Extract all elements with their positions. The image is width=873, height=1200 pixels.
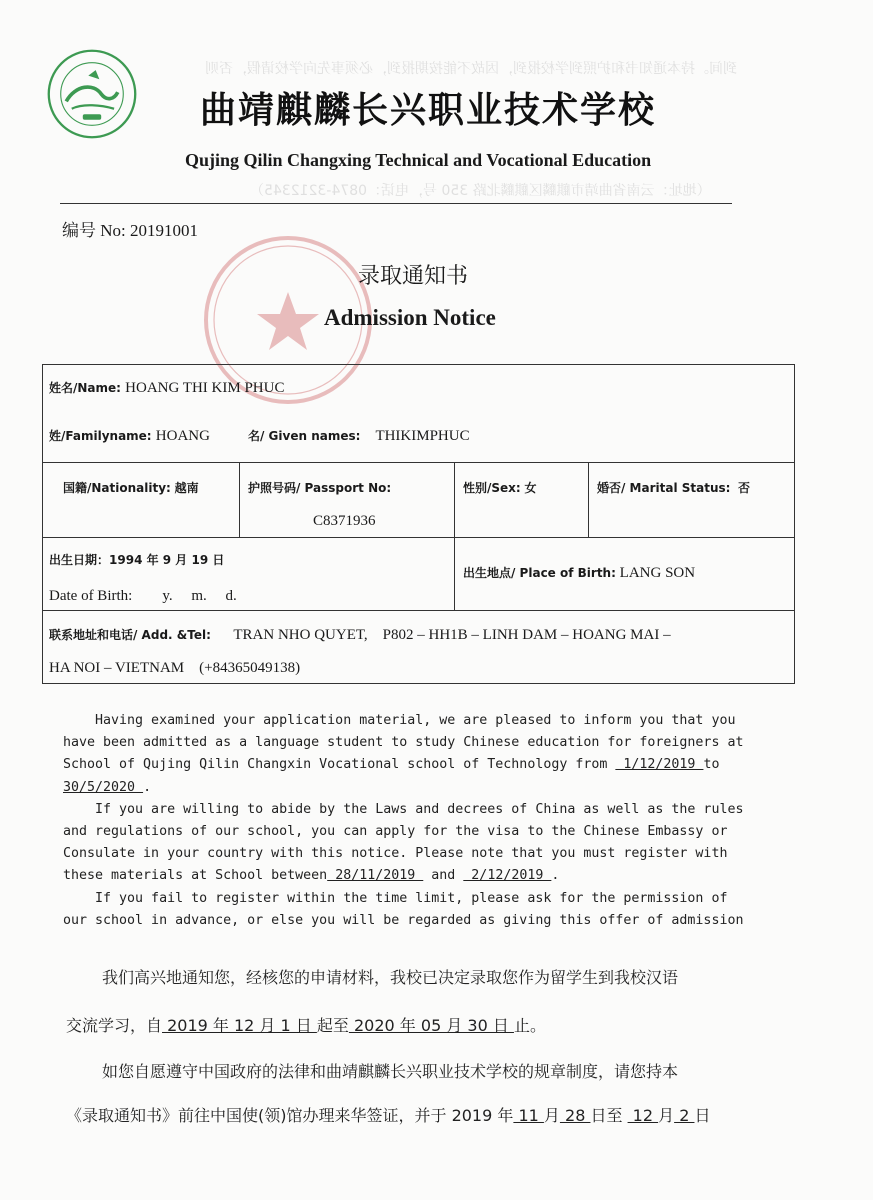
body-line: Having examined your application material, we are pleased to inform you that you xyxy=(63,713,736,728)
given-name-label: 名/ Given names: xyxy=(248,429,361,443)
marital-status-field xyxy=(597,479,750,497)
document-number: 编号 No: 20191001 xyxy=(62,221,198,240)
body-line xyxy=(63,777,775,799)
body-text: 日 xyxy=(694,1106,711,1125)
body-text: 起至 xyxy=(316,1016,349,1035)
body-text: these materials at School between xyxy=(63,868,328,884)
address-row xyxy=(49,626,671,644)
body-line xyxy=(63,865,775,887)
body-text: 月 xyxy=(543,1106,560,1125)
family-name-label: 姓/Familyname: xyxy=(49,429,156,443)
end-date: 30/5/2020 xyxy=(63,779,144,795)
sex-label: 性别/Sex: xyxy=(463,481,521,495)
passport-label-field xyxy=(248,479,391,497)
dob-en-label: Date of Birth: xyxy=(49,588,133,604)
marital-status-label: 婚否/ Marital Status: xyxy=(597,481,731,495)
bleed-through-text: （地址：云南省曲靖市麒麟区麒麟北路 350 号，电话：0874-3212345） xyxy=(250,183,711,199)
bleed-through-text: 到间。持本通知书和护照到学校报到，因故不能按期报到，必须事先向学校请假，否则 xyxy=(205,61,737,77)
sex-value: 女 xyxy=(524,481,537,495)
body-line: If you are willing to abide by the Laws and decrees of China as well as the rules xyxy=(63,801,744,817)
body-text: . xyxy=(143,779,152,795)
dob-zh-label: 出生日期： xyxy=(49,553,110,567)
body-line: 如您自愿遵守中国政府的法律和曲靖麒麟长兴职业技术学校的规章制度，请您持本 xyxy=(102,1062,679,1081)
body-line: our school in advance, or else you will be regarded as giving this offer of admission xyxy=(63,912,744,928)
table-rule xyxy=(43,462,794,463)
dob-zh-value: 1994 年 9 月 19 日 xyxy=(109,553,225,567)
header-divider xyxy=(60,203,732,204)
end-date-zh: 2020 年 05 月 30 日 xyxy=(348,1016,514,1035)
school-name-en: Qujing Qilin Changxing Technical and Vocational Education xyxy=(185,150,652,170)
family-name-value: HOANG xyxy=(155,428,210,444)
nationality-field xyxy=(63,479,199,497)
given-name-value: THIKIMPHUC xyxy=(375,428,470,444)
school-logo-icon xyxy=(46,48,138,140)
start-date-zh: 2019 年 12 月 1 日 xyxy=(162,1016,317,1035)
register-month-2: 12 xyxy=(627,1106,659,1125)
table-rule xyxy=(43,610,794,611)
body-text: 交流学习，自 xyxy=(66,1016,163,1035)
table-rule xyxy=(454,462,455,610)
dob-ymd: y. m. d. xyxy=(162,588,237,604)
body-text: 日至 xyxy=(590,1106,628,1125)
place-of-birth-value: LANG SON xyxy=(619,565,696,581)
english-body-text xyxy=(63,710,775,932)
body-line: If you fail to register within the time limit, please ask for the permission of xyxy=(63,890,728,906)
address-label: 联系地址和电话/ Add. &Tel: xyxy=(49,628,211,642)
register-month-1: 11 xyxy=(513,1106,544,1125)
register-start-date: 28/11/2019 xyxy=(327,868,424,884)
register-day-1: 28 xyxy=(559,1106,591,1125)
dob-zh-row xyxy=(49,551,224,569)
body-line: and regulations of our school, you can apply for the visa to the Chinese Embassy or xyxy=(63,824,728,840)
name-row xyxy=(49,379,284,397)
table-rule xyxy=(588,462,589,537)
body-text: 《录取通知书》前往中国使(领)馆办理来华签证，并于 2019 年 xyxy=(66,1106,514,1125)
table-rule xyxy=(239,462,240,537)
body-text: and xyxy=(423,868,464,884)
nationality-label: 国籍/Nationality: xyxy=(63,481,171,495)
sex-field xyxy=(463,479,536,497)
school-name-zh: 曲靖麒麟长兴职业技术学校 xyxy=(200,90,657,131)
body-line: Consulate in your country with this notice. Please note that you must register with xyxy=(63,846,728,862)
body-text: 止。 xyxy=(513,1016,546,1035)
body-text: to xyxy=(703,757,720,773)
name-value: HOANG THI KIM PHUC xyxy=(125,380,285,396)
passport-label: 护照号码/ Passport No: xyxy=(248,481,392,495)
place-of-birth-row xyxy=(463,564,695,582)
student-info-table xyxy=(42,364,795,684)
notice-title-en: Admission Notice xyxy=(324,305,496,330)
dob-en-row xyxy=(49,588,237,605)
register-day-2: 2 xyxy=(674,1106,695,1125)
passport-value: C8371936 xyxy=(313,513,376,529)
marital-status-value: 否 xyxy=(737,481,750,495)
body-line xyxy=(66,1013,546,1036)
body-line: 我们高兴地通知您，经核您的申请材料，我校已决定录取您作为留学生到我校汉语 xyxy=(102,968,679,987)
body-text: 月 xyxy=(658,1106,675,1125)
given-name-row xyxy=(248,427,470,445)
address-line-2: HA NOI – VIETNAM (+84365049138) xyxy=(49,660,301,676)
body-text: . xyxy=(551,868,560,884)
body-text: School of Qujing Qilin Changxin Vocational school of Technology from xyxy=(63,757,616,773)
table-rule xyxy=(43,537,794,538)
family-name-row xyxy=(49,427,210,445)
name-label: 姓名/Name: xyxy=(49,381,126,395)
address-line-1: TRAN NHO QUYET, P802 – HH1B – LINH DAM – HOANG MAI – xyxy=(233,627,671,643)
start-date: 1/12/2019 xyxy=(615,757,704,773)
notice-title-zh: 录取通知书 xyxy=(358,264,469,289)
body-line xyxy=(66,1103,710,1126)
body-line: have been admitted as a language student to study Chinese education for foreigners at xyxy=(63,735,744,751)
register-end-date: 2/12/2019 xyxy=(463,868,552,884)
body-line xyxy=(63,754,775,776)
nationality-value: 越南 xyxy=(174,481,199,495)
place-of-birth-label: 出生地点/ Place of Birth: xyxy=(463,566,616,580)
